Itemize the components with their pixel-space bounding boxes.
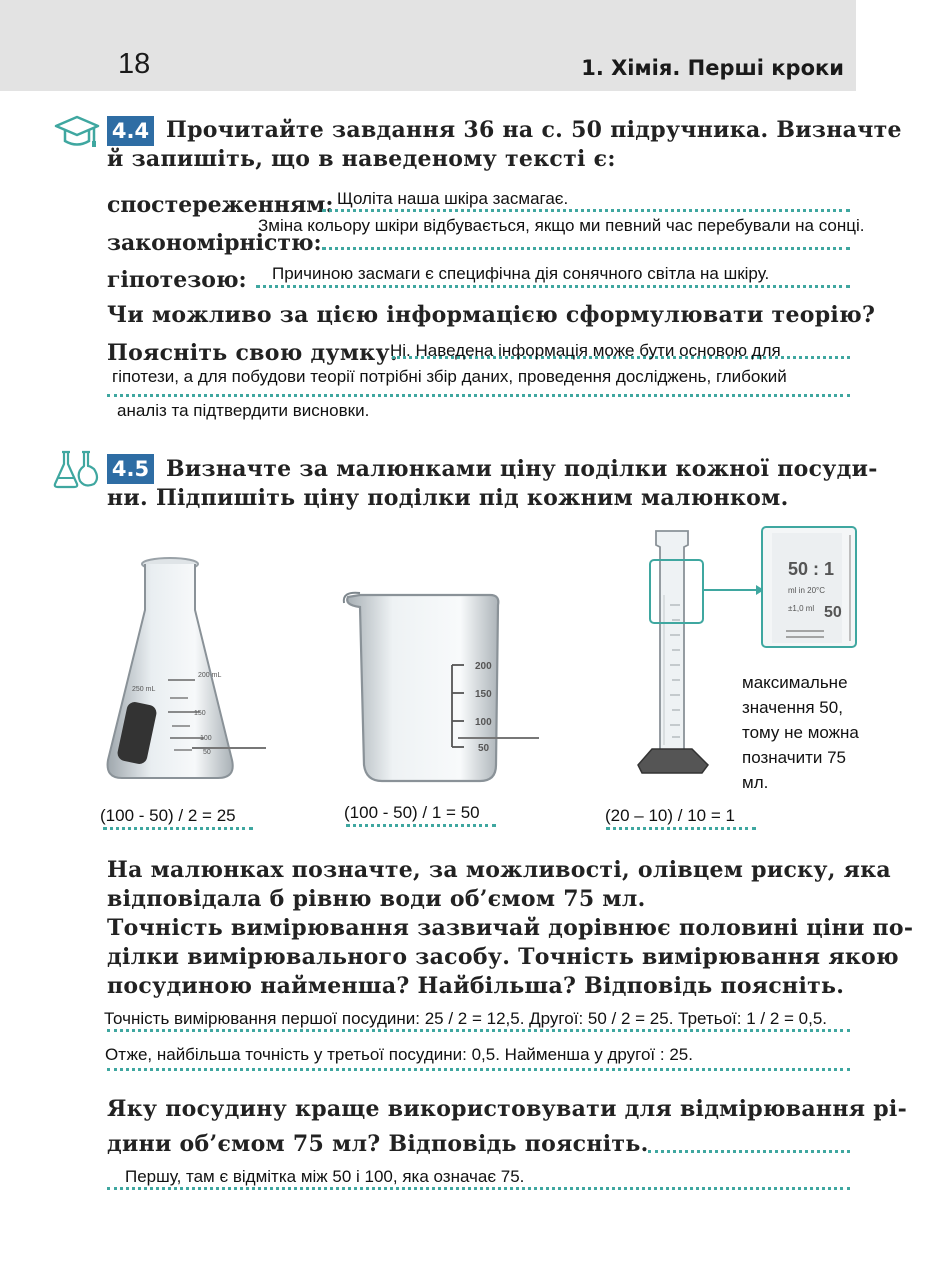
hypothesis-label: гіпотезою: [107,267,247,293]
beaker-division-calc[interactable]: (100 - 50) / 1 = 50 [344,803,480,822]
graduated-cylinder-figure [628,525,868,785]
beaker-mark-150: 150 [475,689,492,700]
best-vessel-question-line2: дини об’ємом 75 мл? Відповідь поясніть. [107,1131,649,1157]
regularity-answer[interactable]: Зміна кольору шкіри відбувається, якщо ми певний час перебували на сонці. [258,216,865,235]
cylinder-note-line3[interactable]: тому не можна [742,723,859,742]
graduation-cap-icon [54,114,100,150]
mark-instruction-line2: відповідала б рівню води об’ємом 75 мл. [107,886,646,912]
theory-answer-line3[interactable]: аналіз та підтвердити висновки. [117,401,370,420]
task-number-4-4: 4.4 [107,116,154,146]
beaker-mark-50: 50 [478,743,490,754]
hypothesis-answer-line [256,285,850,288]
flask-volume-label: 250 mL [132,686,156,693]
best-vessel-answer-dots2 [107,1187,850,1190]
page-header [0,0,856,91]
observation-label: спостереженням: [107,192,334,218]
task-4-4-text-line1: Прочитайте завдання 36 на с. 50 підручника. Визначте [166,117,902,143]
zoom-temperature-text: ml in 20°C [788,586,825,595]
task-number-4-5: 4.5 [107,454,154,484]
flask-division-calc[interactable]: (100 - 50) / 2 = 25 [100,806,236,825]
theory-answer-line2 [107,394,850,397]
cylinder-note-line1[interactable]: максимальне [742,673,848,692]
theory-answer-line2[interactable]: гіпотези, а для побудови теорії потрібні збір даних, проведення досліджень, глибокий [112,367,787,386]
beaker-mark-200: 200 [475,661,492,672]
beaker-figure [340,585,545,790]
flask-mark-100: 100 [200,735,212,742]
theory-question-line1: Чи можливо за цією інформацією сформулювати теорію? [107,302,876,328]
cylinder-answer-line [606,827,756,830]
beaker-answer-line [346,824,496,827]
best-vessel-question-line1: Яку посудину краще використовувати для відмірювання рі- [107,1096,908,1122]
accuracy-question-line3: посудиною найменша? Найбільша? Відповідь поясніть. [107,973,845,999]
cylinder-note-line5[interactable]: мл. [742,773,769,792]
task-4-5-text-line2: ни. Підпишіть ціну поділки під кожним малюнком. [107,485,789,511]
accuracy-answer-dots2 [107,1068,850,1071]
accuracy-answer-line1[interactable]: Точність вимірювання першої посудини: 25 / 2 = 12,5. Другої: 50 / 2 = 25. Третьої: 1 / 2 = 0,5. [104,1009,827,1028]
zoom-mark-50: 50 [824,604,842,621]
task-4-4-text-line2: й запишіть, що в наведеному тексті є: [107,146,616,172]
theory-question-line2: Поясніть свою думку. [107,340,398,366]
page-number: 18 [118,48,151,80]
zoom-accuracy-text: ±1,0 ml [788,604,815,613]
lab-flasks-icon [52,448,100,490]
best-vessel-answer-dots1 [648,1150,850,1153]
hypothesis-answer[interactable]: Причиною засмаги є специфічна дія сонячного світла на шкіру. [272,264,770,283]
zoom-volume-text: 50 : 1 [788,559,835,579]
section-title: 1. Хімія. Перші кроки [581,56,844,80]
beaker-mark-100: 100 [475,717,492,728]
flask-mark-50: 50 [203,749,211,756]
best-vessel-answer[interactable]: Першу, там є відмітка між 50 і 100, яка означає 75. [125,1167,525,1186]
mark-instruction-line1: На малюнках позначте, за можливості, олівцем риску, яка [107,857,891,883]
observation-answer[interactable]: Щоліта наша шкіра засмагає. [337,189,569,208]
erlenmeyer-flask-figure [100,550,275,790]
flask-answer-line [103,827,253,830]
flask-mark-150: 150 [194,710,206,717]
regularity-answer-line [322,247,850,250]
cylinder-note-line4[interactable]: позначити 75 [742,748,847,767]
accuracy-question-line1: Точність вимірювання зазвичай дорівнює половині ціни по- [107,915,914,941]
cylinder-division-calc[interactable]: (20 – 10) / 10 = 1 [605,806,735,825]
theory-answer-line1[interactable]: Ні. Наведена інформація може бути основою для [390,341,781,360]
accuracy-answer-line2[interactable]: Отже, найбільша точність у третьої посудини: 0,5. Найменша у другої : 25. [105,1045,693,1064]
task-4-5-text-line1: Визначте за малюнками ціну поділки кожної посуди- [166,456,878,482]
cylinder-note-line2[interactable]: значення 50, [742,698,843,717]
accuracy-answer-dots1 [107,1029,850,1032]
accuracy-question-line2: ділки вимірювального засобу. Точність вимірювання якою [107,944,899,970]
regularity-label: закономірністю: [107,230,322,256]
flask-mark-200: 200 mL [198,672,222,679]
observation-answer-line [322,209,850,212]
